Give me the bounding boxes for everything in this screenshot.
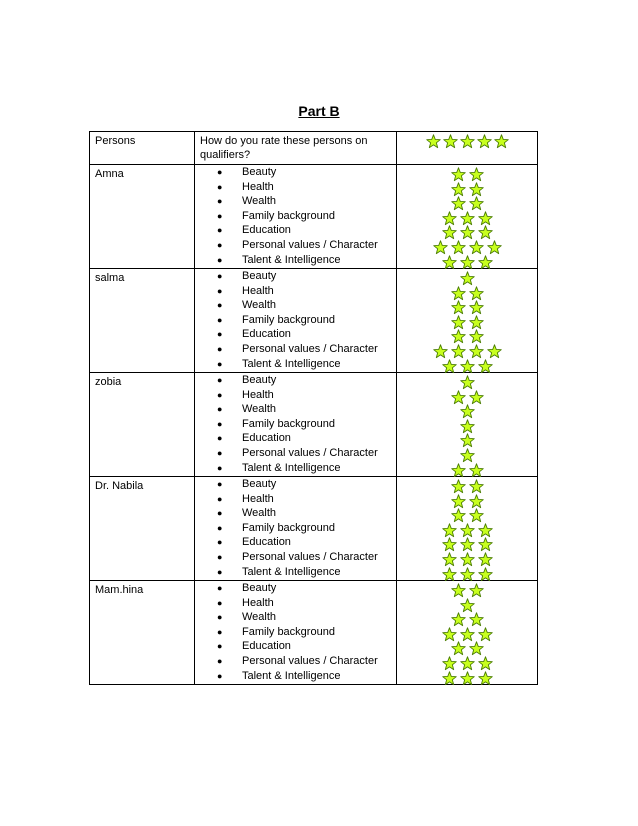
star-icon (442, 627, 457, 642)
bullet-icon: ● (217, 389, 223, 400)
page-title: Part B (298, 103, 340, 119)
star-icon (469, 390, 484, 405)
star-icon (426, 134, 441, 149)
star-icon (451, 329, 466, 344)
bullet-icon: ● (217, 447, 223, 458)
question-header: How do you rate these persons on qualifiers? (200, 135, 368, 161)
qualifier-label: Talent & Intelligence (242, 357, 341, 370)
person-row (90, 269, 538, 373)
star-icon (469, 182, 484, 197)
qualifier-label: Talent & Intelligence (242, 253, 341, 266)
star-icon (478, 671, 493, 686)
list-item (213, 269, 396, 284)
star-icon (460, 448, 475, 463)
persons-header: Persons (95, 135, 136, 147)
list-item (213, 357, 396, 372)
qualifier-list (195, 165, 396, 267)
star-rating-column (397, 373, 537, 476)
star-rating-column (397, 269, 537, 372)
person-row (90, 477, 538, 581)
qualifier-label: Family background (242, 209, 335, 222)
star-icon (451, 344, 466, 359)
list-item (213, 180, 396, 195)
star-icon (478, 359, 493, 374)
qualifier-label: Family background (242, 417, 335, 430)
person-row (90, 581, 538, 685)
qualifier-label: Health (242, 180, 274, 193)
star-icon (460, 359, 475, 374)
qualifier-label: Personal values / Character (242, 550, 378, 563)
list-item (213, 625, 396, 640)
star-icon (494, 134, 509, 149)
qualifier-label: Family background (242, 625, 335, 638)
star-icon (433, 344, 448, 359)
person-name: zobia (95, 376, 122, 388)
list-item (213, 165, 396, 180)
star-icon (460, 567, 475, 582)
star-icon (460, 271, 475, 286)
list-item (213, 477, 396, 492)
person-name: Dr. Nabila (95, 480, 144, 492)
star-icon (451, 286, 466, 301)
bullet-icon: ● (217, 508, 223, 519)
star-icon (460, 433, 475, 448)
qualifier-label: Beauty (242, 166, 277, 178)
list-item (213, 565, 396, 580)
bullet-icon: ● (217, 433, 223, 444)
qualifier-label: Beauty (242, 478, 277, 490)
qualifier-label: Personal values / Character (242, 446, 378, 459)
bullet-icon: ● (217, 670, 223, 681)
star-icon (442, 656, 457, 671)
star-icon (469, 463, 484, 478)
list-item (213, 417, 396, 432)
star-icon (460, 656, 475, 671)
list-item (213, 535, 396, 550)
qualifier-label: Education (242, 328, 291, 341)
star-icon (460, 255, 475, 270)
list-item (213, 550, 396, 565)
list-item (213, 327, 396, 342)
star-icon (487, 240, 502, 255)
star-icon (469, 479, 484, 494)
bullet-icon: ● (217, 285, 223, 296)
star-icon (460, 134, 475, 149)
qualifier-label: Health (242, 596, 274, 609)
star-icon (442, 537, 457, 552)
star-icon (469, 344, 484, 359)
star-icon (469, 508, 484, 523)
list-item (213, 373, 396, 388)
star-icon (469, 612, 484, 627)
star-icon (451, 583, 466, 598)
header-star-scale (397, 132, 537, 149)
star-icon (460, 523, 475, 538)
qualifier-label: Education (242, 640, 291, 653)
qualifier-label: Education (242, 432, 291, 445)
star-icon (451, 612, 466, 627)
qualifier-label: Talent & Intelligence (242, 565, 341, 578)
star-icon (469, 300, 484, 315)
bullet-icon: ● (217, 225, 223, 236)
bullet-icon: ● (217, 612, 223, 623)
qualifier-label: Wealth (242, 403, 277, 416)
qualifier-label: Talent & Intelligence (242, 461, 341, 474)
list-item (213, 446, 396, 461)
bullet-icon: ● (217, 566, 223, 577)
star-icon (451, 494, 466, 509)
bullet-icon: ● (217, 537, 223, 548)
star-icon (451, 641, 466, 656)
bullet-icon: ● (217, 181, 223, 192)
list-item (213, 253, 396, 268)
star-icon (478, 627, 493, 642)
person-row (90, 373, 538, 477)
list-item (213, 639, 396, 654)
star-icon (478, 523, 493, 538)
bullet-icon: ● (217, 641, 223, 652)
star-icon (469, 494, 484, 509)
list-item (213, 506, 396, 521)
bullet-icon: ● (217, 375, 223, 385)
bullet-icon: ● (217, 462, 223, 473)
list-item (213, 610, 396, 625)
table-header-row (90, 132, 538, 165)
person-name: salma (95, 272, 125, 284)
star-icon (460, 404, 475, 419)
list-item (213, 223, 396, 238)
star-icon (451, 167, 466, 182)
star-icon (442, 523, 457, 538)
list-item (213, 284, 396, 299)
star-rating-column (397, 581, 537, 684)
qualifier-label: Health (242, 492, 274, 505)
star-icon (469, 315, 484, 330)
list-item (213, 402, 396, 417)
list-item (213, 388, 396, 403)
list-item (213, 492, 396, 507)
list-item (213, 342, 396, 357)
qualifier-label: Family background (242, 313, 335, 326)
qualifier-label: Personal values / Character (242, 654, 378, 667)
list-item (213, 298, 396, 313)
bullet-icon: ● (217, 655, 223, 666)
star-icon (460, 419, 475, 434)
star-icon (478, 537, 493, 552)
bullet-icon: ● (217, 597, 223, 608)
qualifier-list (195, 269, 396, 371)
list-item (213, 669, 396, 684)
bullet-icon: ● (217, 522, 223, 533)
star-icon (477, 134, 492, 149)
star-icon (442, 211, 457, 226)
star-icon (478, 225, 493, 240)
star-icon (478, 656, 493, 671)
star-icon (460, 211, 475, 226)
list-item (213, 313, 396, 328)
qualifier-label: Beauty (242, 270, 277, 282)
list-item (213, 238, 396, 253)
qualifier-label: Talent & Intelligence (242, 669, 341, 682)
qualifier-label: Personal values / Character (242, 342, 378, 355)
star-icon (451, 463, 466, 478)
star-icon (442, 255, 457, 270)
star-icon (451, 479, 466, 494)
qualifier-label: Health (242, 388, 274, 401)
bullet-icon: ● (217, 493, 223, 504)
bullet-icon: ● (217, 418, 223, 429)
bullet-icon: ● (217, 479, 223, 489)
bullet-icon: ● (217, 343, 223, 354)
star-icon (469, 583, 484, 598)
star-icon (478, 211, 493, 226)
star-icon (469, 196, 484, 211)
star-icon (442, 359, 457, 374)
qualifier-label: Education (242, 224, 291, 237)
star-icon (442, 552, 457, 567)
person-name: Amna (95, 168, 124, 180)
person-name: Mam.hina (95, 584, 144, 596)
star-icon (443, 134, 458, 149)
star-rating-column (397, 477, 537, 580)
person-row (90, 165, 538, 269)
star-icon (460, 225, 475, 240)
bullet-icon: ● (217, 254, 223, 265)
star-icon (478, 567, 493, 582)
bullet-icon: ● (217, 314, 223, 325)
star-icon (469, 641, 484, 656)
star-icon (451, 315, 466, 330)
list-item (213, 596, 396, 611)
qualifier-label: Education (242, 536, 291, 549)
star-icon (469, 240, 484, 255)
qualifier-list (195, 373, 396, 475)
list-item (213, 461, 396, 476)
star-icon (487, 344, 502, 359)
bullet-icon: ● (217, 583, 223, 593)
star-icon (460, 598, 475, 613)
bullet-icon: ● (217, 358, 223, 369)
star-icon (433, 240, 448, 255)
list-item (213, 209, 396, 224)
list-item (213, 521, 396, 536)
qualifier-label: Wealth (242, 195, 277, 208)
star-icon (460, 627, 475, 642)
list-item (213, 581, 396, 596)
list-item (213, 654, 396, 669)
star-icon (442, 567, 457, 582)
star-icon (442, 225, 457, 240)
list-item (213, 431, 396, 446)
qualifier-label: Personal values / Character (242, 238, 378, 251)
star-icon (478, 255, 493, 270)
star-icon (460, 537, 475, 552)
bullet-icon: ● (217, 210, 223, 221)
star-icon (469, 329, 484, 344)
bullet-icon: ● (217, 329, 223, 340)
star-icon (460, 671, 475, 686)
star-icon (442, 671, 457, 686)
qualifier-label: Wealth (242, 611, 277, 624)
star-icon (469, 286, 484, 301)
qualifier-label: Beauty (242, 582, 277, 594)
star-icon (451, 390, 466, 405)
star-icon (478, 552, 493, 567)
star-icon (451, 300, 466, 315)
qualifier-label: Health (242, 284, 274, 297)
qualifier-label: Wealth (242, 507, 277, 520)
star-rating-column (397, 165, 537, 268)
bullet-icon: ● (217, 167, 223, 177)
rating-table (89, 131, 538, 685)
star-icon (460, 375, 475, 390)
star-icon (469, 167, 484, 182)
bullet-icon: ● (217, 404, 223, 415)
star-icon (451, 182, 466, 197)
qualifier-label: Beauty (242, 374, 277, 386)
star-icon (460, 552, 475, 567)
bullet-icon: ● (217, 300, 223, 311)
qualifier-list (195, 477, 396, 579)
bullet-icon: ● (217, 239, 223, 250)
star-icon (451, 508, 466, 523)
bullet-icon: ● (217, 196, 223, 207)
bullet-icon: ● (217, 626, 223, 637)
list-item (213, 194, 396, 209)
bullet-icon: ● (217, 271, 223, 281)
star-icon (451, 196, 466, 211)
qualifier-label: Family background (242, 521, 335, 534)
qualifier-label: Wealth (242, 299, 277, 312)
bullet-icon: ● (217, 551, 223, 562)
star-icon (451, 240, 466, 255)
qualifier-list (195, 581, 396, 683)
